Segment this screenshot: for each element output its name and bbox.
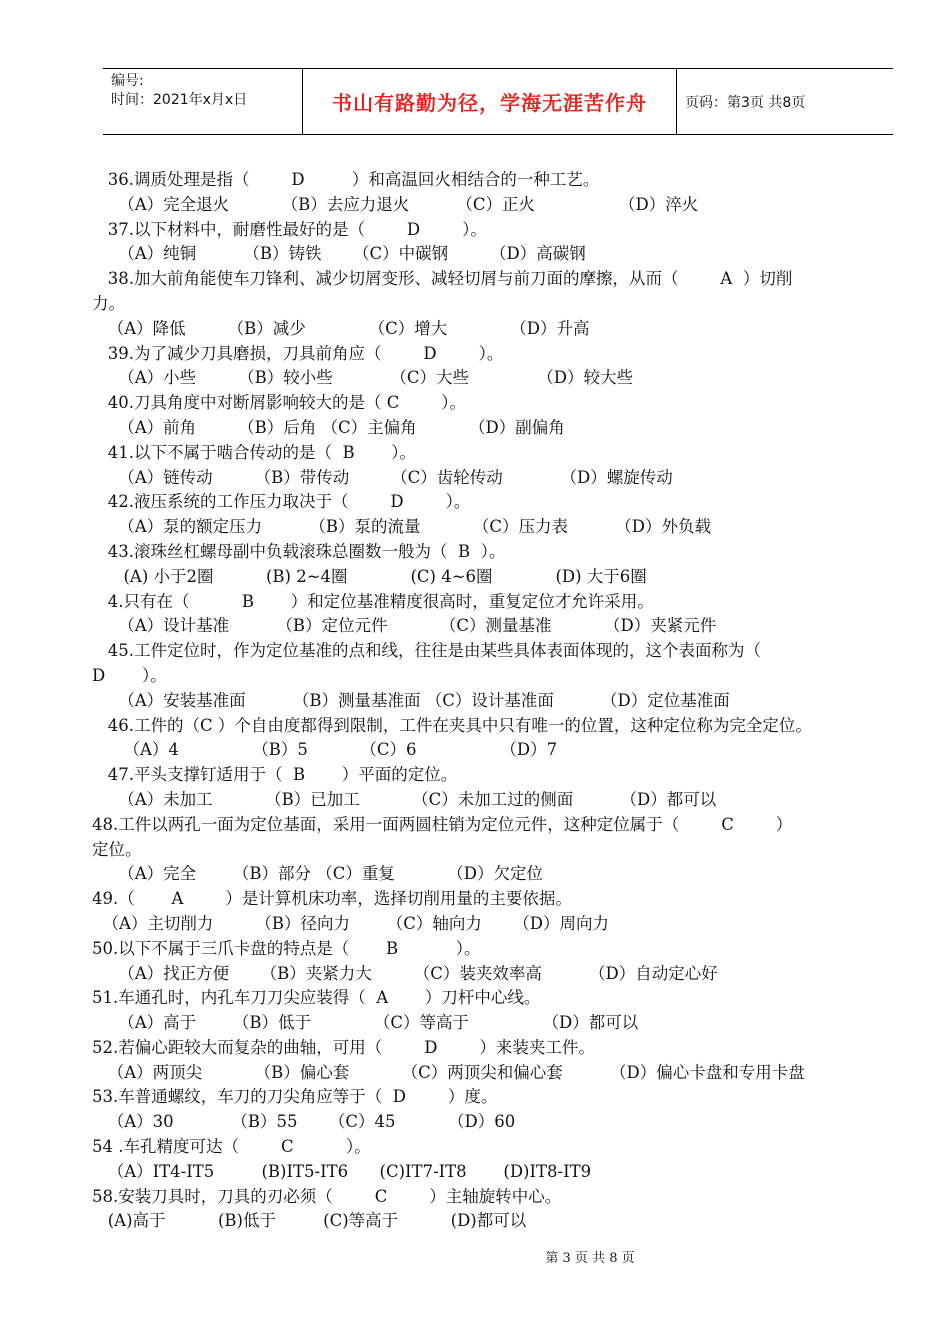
options-line: （A）链传动 （B）带传动 （C）齿轮传动 （D）螺旋传动	[92, 467, 673, 487]
question-line: 49.（ A ）是计算机床功率，选择切削用量的主要依据。	[92, 889, 572, 909]
question-line: 53.车普通螺纹，车刀的刀尖角应等于（ D ）度。	[92, 1087, 498, 1107]
question-line: D ）。	[92, 665, 167, 685]
question-line: 43.滚珠丝杠螺母副中负载滚珠总圈数一般为（ B ）。	[92, 541, 506, 561]
question-line: 51.车通孔时，内孔车刀刀尖应装得（ A ）刀杆中心线。	[92, 988, 541, 1008]
question-line: 50.以下不属于三爪卡盘的特点是（ B ）。	[92, 938, 481, 958]
options-line: （A）设计基准 （B）定位元件 （C）测量基准 （D）夹紧元件	[92, 616, 717, 636]
header-meta	[103, 69, 303, 134]
question-line: 41.以下不属于啮合传动的是（ B ）。	[92, 442, 417, 462]
options-line: (A)高于 (B)低于 (C)等高于 (D)都可以	[92, 1211, 527, 1231]
options-line: （A）找正方便 （B）夹紧力大 （C）装夹效率高 （D）自动定心好	[92, 963, 718, 983]
question-line: 37.以下材料中，耐磨性最好的是（ D ）。	[92, 219, 487, 239]
question-line: 39.为了减少刀具磨损，刀具前角应（ D ）。	[92, 343, 504, 363]
options-line: （A）30 （B）55 （C）45 （D）60	[92, 1112, 516, 1132]
page-header	[103, 68, 893, 135]
question-line: 58.安装刀具时，刀具的刃必须（ C ）主轴旋转中心。	[92, 1186, 562, 1206]
options-line: （A）完全 （B）部分 （C）重复 （D）欠定位	[92, 864, 544, 884]
question-line: 力。	[92, 293, 125, 313]
options-line: （A）4 （B）5 （C）6 （D）7	[92, 740, 558, 760]
question-line: 定位。	[92, 839, 142, 859]
options-line: （A）完全退火 （B）去应力退火 （C）正火 （D）淬火	[92, 194, 699, 214]
time-label: 时间：2021年x月x日	[111, 92, 248, 108]
options-line: （A）两顶尖 （B）偏心套 （C）两顶尖和偏心套 （D）偏心卡盘和专用卡盘	[92, 1062, 805, 1082]
options-line: （A）降低 （B）减少 （C）增大 （D）升高	[92, 318, 590, 338]
options-line: （A）纯铜 （B）铸铁 （C）中碳钢 （D）高碳钢	[92, 244, 586, 264]
options-line: （A）主切削力 （B）径向力 （C）轴向力 （D）周向力	[92, 913, 610, 933]
question-list	[92, 168, 912, 1234]
number-label: 编号:	[111, 73, 144, 89]
question-line: 45.工件定位时，作为定位基准的点和线，往往是由某些具体表面体现的，这个表面称为（	[92, 641, 761, 661]
question-line: 40.刀具角度中对断屑影响较大的是（ C ）。	[92, 393, 467, 413]
header-motto: 书山有路勤为径，学海无涯苦作舟	[303, 69, 677, 134]
options-line: （A）IT4-IT5 (B)IT5-IT6 (C)IT7-IT8 (D)IT8-IT9	[92, 1161, 592, 1181]
options-line: （A）高于 （B）低于 （C）等高于 （D）都可以	[92, 1013, 639, 1033]
question-line: 36.调质处理是指（ D ）和高温回火相结合的一种工艺。	[92, 170, 600, 189]
page-footer: 第 3 页 共 8 页	[545, 1251, 635, 1266]
question-line: 38.加大前角能使车刀锋利、减少切屑变形、减轻切屑与前刀面的摩擦，从而（ A ）切削	[92, 269, 793, 289]
options-line: （A）泵的额定压力 （B）泵的流量 （C）压力表 （D）外负载	[92, 517, 711, 537]
question-line: 42.液压系统的工作压力取决于（ D ）。	[92, 492, 471, 512]
options-line: （A）小些 （B）较小些 （C）大些 （D）较大些	[92, 368, 633, 388]
header-page-label: 页码：第3页 共8页	[685, 94, 806, 111]
options-line: （A）未加工 （B）已加工 （C）未加工过的侧面 （D）都可以	[92, 789, 717, 809]
question-line: 48.工件以两孔一面为定位基面，采用一面两圆柱销为定位元件，这种定位属于（ C ）	[92, 814, 793, 834]
question-line: 54 .车孔精度可达（ C ）。	[92, 1137, 371, 1157]
question-line: 46.工件的（C ）个自由度都得到限制，工件在夹具中只有唯一的位置，这种定位称为完全定位。	[92, 715, 812, 735]
options-line: （A）前角 （B）后角 （C）主偏角 （D）副偏角	[92, 417, 565, 437]
question-line: 47.平头支撑钉适用于（ B ）平面的定位。	[92, 765, 458, 785]
options-line: (A) 小于2圈 (B) 2~4圈 (C) 4~6圈 (D) 大于6圈	[92, 566, 647, 586]
question-line: 4.只有在（ B ）和定位基准精度很高时，重复定位才允许采用。	[92, 591, 654, 611]
question-line: 52.若偏心距较大而复杂的曲轴，可用（ D ）来装夹工件。	[92, 1037, 595, 1057]
options-line: （A）安装基准面 （B）测量基准面 （C）设计基准面 （D）定位基准面	[92, 690, 730, 710]
